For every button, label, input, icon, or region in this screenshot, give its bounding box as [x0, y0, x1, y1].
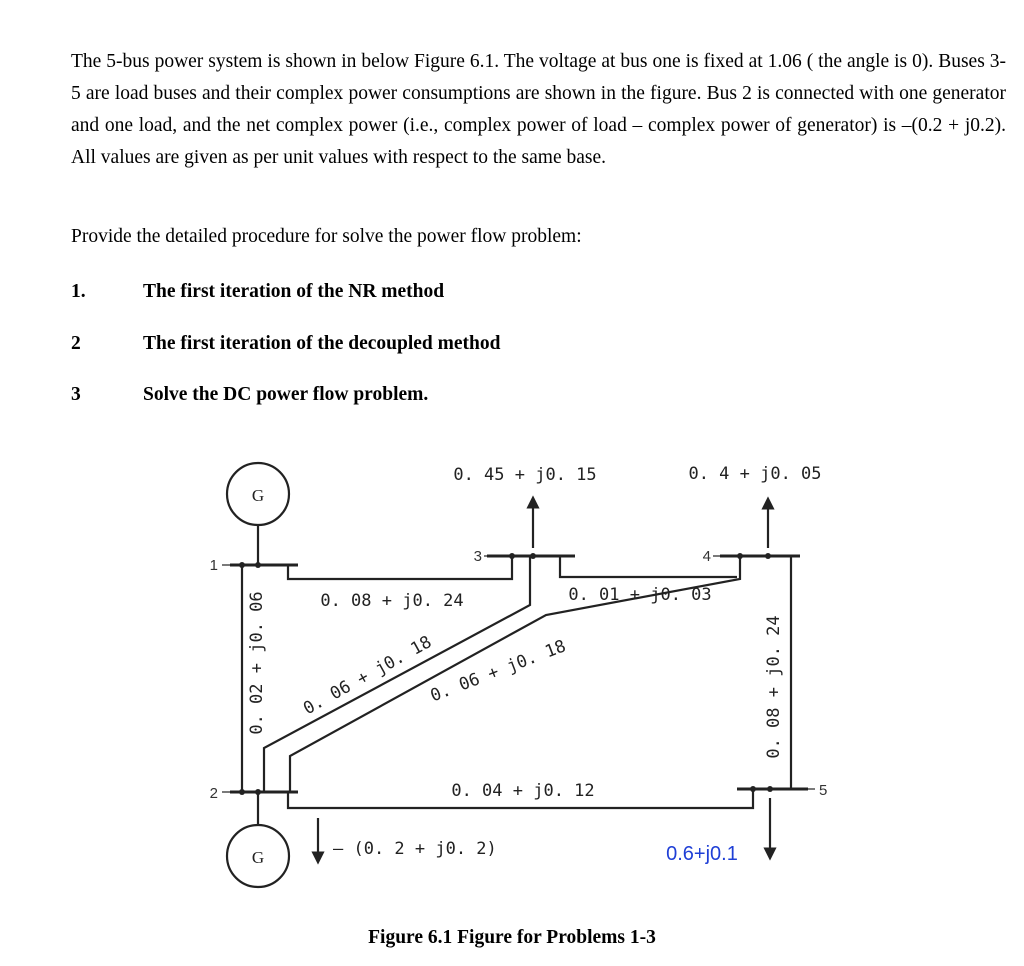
- bus-3-label: 3: [473, 548, 482, 565]
- line-2-4-impedance: 0. 06 + j0. 18: [427, 636, 569, 707]
- line-1-3-impedance: 0. 08 + j0. 24: [320, 591, 464, 611]
- bus-2-label: 2: [209, 785, 218, 802]
- bus-3-load-label: 0. 45 + j0. 15: [453, 465, 597, 485]
- bus-2-net-load-label: – (0. 2 + j0. 2): [333, 839, 497, 859]
- question-text: The first iteration of the NR method: [143, 281, 445, 302]
- generator-2-symbol: G: [251, 848, 265, 867]
- line-4-5-impedance: 0. 08 + j0. 24: [764, 615, 784, 759]
- line-3-4-impedance: 0. 01 + j0. 03: [568, 585, 712, 605]
- bus-4-load-label: 0. 4 + j0. 05: [688, 464, 822, 484]
- question-text: Solve the DC power flow problem.: [143, 384, 429, 405]
- bus-4-label: 4: [702, 548, 711, 565]
- figure-caption: Figure 6.1 Figure for Problems 1-3: [368, 927, 656, 948]
- bus-5-load-label: 0.6+j0.1: [666, 843, 738, 865]
- bus-1-label: 1: [209, 557, 218, 574]
- line-2-5-impedance: 0. 04 + j0. 12: [451, 781, 595, 801]
- question-number: 3: [71, 384, 81, 405]
- line-2-3-impedance: 0. 06 + j0. 18: [300, 632, 436, 720]
- question-number: 1.: [71, 281, 86, 302]
- bus-5-label: 5: [819, 782, 828, 799]
- line-1-2-impedance: 0. 02 + j0. 06: [247, 591, 267, 735]
- generator-1-symbol: G: [251, 486, 265, 505]
- problem-statement: The 5-bus power system is shown in below Figure 6.1. The voltage at bus one is fixed at 1.06 ( the angle is 0). Buses 3-5 are load buses and their complex power consumptions are shown in the figure. Bus 2 is connected with one generator and one load, and the net complex power (i.e., complex power of load – complex power of generator) is –(0.2 + j0.2). All values are given as per unit values with respect to the same base.: [71, 51, 1006, 168]
- procedure-prompt: Provide the detailed procedure for solve the power flow problem:: [71, 226, 582, 247]
- question-number: 2: [71, 333, 81, 354]
- question-text: The first iteration of the decoupled method: [143, 333, 501, 354]
